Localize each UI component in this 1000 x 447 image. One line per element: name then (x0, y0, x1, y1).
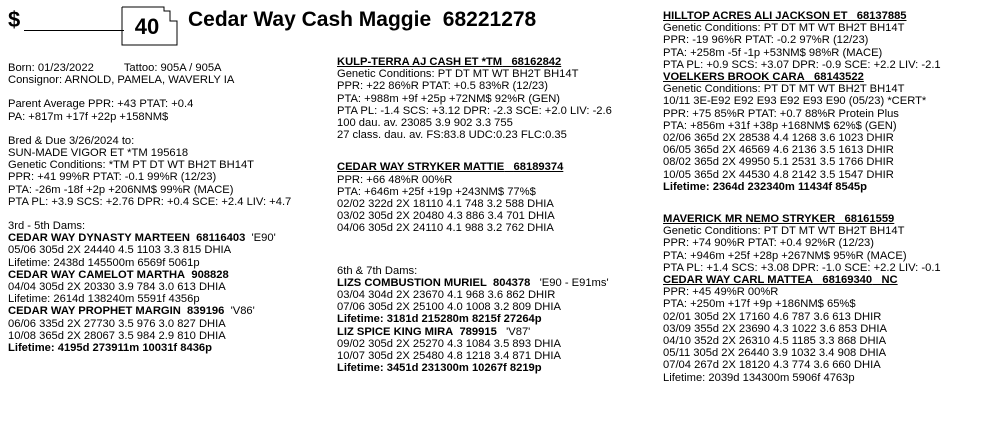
dam-sire-header (663, 10, 995, 22)
maternal-grandsire-pta: PTA: +946m +25f +28p +267NM$ 95%R (MACE) (663, 249, 907, 262)
dam-dam-header (663, 71, 995, 83)
pta-line: PTA: -26m -18f +2p +206NM$ 99%R (MACE) (8, 183, 234, 196)
lot-number: 40 (134, 14, 160, 39)
sire-pta-pl: PTA PL: -1.4 SCS: +3.12 DPR: -2.3 SCE: +2.0 LIV: -2.6 (337, 104, 612, 117)
dam-entry (337, 326, 655, 375)
dam-reg: 68189374 (513, 161, 564, 174)
dam-lifetime: Lifetime: 3451d 231300m 10267f 8219p (337, 362, 542, 375)
maternal-granddam-header (663, 274, 995, 286)
dam-reg: 789915 (459, 325, 497, 338)
sire-class-daughters: 27 class. dau. av. FS:83.8 UDC:0.23 FLC:0.35 (337, 129, 567, 142)
maternal-granddam-ppr: PPR: +45 49%R 00%R (663, 286, 779, 299)
dam-entry (8, 269, 326, 306)
maternal-granddam-record: 02/01 305d 2X 17160 4.6 787 3.6 613 DHIR (663, 310, 882, 323)
dam-reg: 804378 (493, 276, 531, 289)
genetic-conditions: Genetic Conditions: *TM PT DT WT BH2T BH14T (8, 159, 254, 172)
sire-ppr: PPR: +22 86%R PTAT: +0.5 83%R (12/23) (337, 80, 549, 93)
dam-record: 06/06 335d 2X 27730 3.5 976 3.0 827 DHIA (8, 317, 226, 330)
tattoo: Tattoo: 905A / 905A (123, 62, 222, 74)
dam-dam-pta: PTA: +856m +31f +38p +168NM$ 62%$ (GEN) (663, 119, 897, 132)
dam-pta: PTA: +646m +25f +19p +243NM$ 77%$ (337, 185, 536, 198)
pta-pl-line: PTA PL: +3.9 SCS: +2.76 DPR: +0.4 SCE: +2.4 LIV: +4.7 (8, 195, 292, 208)
dam-sire-genetic: Genetic Conditions: PT DT MT WT BH2T BH14T (663, 22, 905, 35)
maternal-grandsire-genetic: Genetic Conditions: PT DT MT WT BH2T BH14T (663, 225, 905, 238)
dam-score: 'V87' (506, 325, 531, 338)
sire-dam-column (337, 0, 655, 374)
maternal-grandsire-pta-pl: PTA PL: +1.4 SCS: +3.08 DPR: -1.0 SCE: +2.2 LIV: -0.1 (663, 261, 941, 274)
price-blank-line (24, 30, 124, 31)
dam-sire-ppr: PPR: -19 96%R PTAT: -0.2 97%R (12/23) (663, 34, 869, 47)
sire-reg: 68162842 (511, 56, 562, 68)
bred-due: Bred & Due 3/26/2024 to: (8, 134, 135, 147)
price-currency: $ (8, 7, 21, 32)
dam-record: 04/04 305d 2X 20330 3.9 784 3.0 613 DHIA (8, 281, 226, 294)
dam-dam-block (663, 71, 995, 193)
dam-lifetime: Lifetime: 3181d 215280m 8215f 27264p (337, 313, 542, 326)
sire-header (337, 56, 655, 68)
ppr-line: PPR: +41 99%R PTAT: -0.1 99%R (12/23) (8, 171, 217, 184)
dam-lifetime: Lifetime: 4195d 273911m 10031f 8436p (8, 342, 212, 355)
dam-dam-record: 06/05 365d 2X 46569 4.6 2136 3.5 1613 DHIR (663, 144, 894, 157)
dam-record: 04/06 305d 2X 24110 4.1 988 3.2 762 DHIA (337, 222, 554, 235)
dam-reg: 839196 (187, 305, 225, 318)
maternal-granddam-pta: PTA: +250m +17f +9p +186NM$ 65%$ (663, 298, 856, 311)
born-tattoo-line (8, 62, 326, 74)
dam-sire-reg: 68137885 (856, 10, 907, 22)
lot-header (8, 0, 537, 52)
dam-record: 03/02 305d 2X 20480 4.3 886 3.4 701 DHIA (337, 210, 555, 223)
sire-block (337, 56, 655, 141)
maternal-granddam-record: 04/10 352d 2X 26310 4.5 1185 3.3 868 DHIA (663, 335, 887, 348)
maternal-granddam-name: CEDAR WAY CARL MATTEA (663, 274, 814, 287)
dam-dam-classification: 10/11 3E-E92 E92 E93 E92 E93 E90 (05/23) *CERT* (663, 95, 927, 108)
maternal-granddam-suffix: NC (881, 274, 898, 287)
dam-sire-name: HILLTOP ACRES ALI JACKSON ET (663, 10, 848, 22)
dam-sire-block (663, 10, 995, 71)
consignor: Consignor: ARNOLD, PAMELA, WAVERLY IA (8, 74, 235, 87)
dam-ppr: PPR: +66 48%R 00%R (337, 173, 453, 186)
maternal-grandsire-name: MAVERICK MR NEMO STRYKER (663, 213, 836, 226)
dams-6-7-heading: 6th & 7th Dams: (337, 264, 418, 277)
dam-record: 05/06 305d 2X 24440 4.5 1103 3.3 815 DHIA (8, 244, 232, 257)
parent-average-ppr: Parent Average PPR: +43 PTAT: +0.4 (8, 98, 194, 111)
animal-name: Cedar Way Cash Maggie (188, 8, 432, 31)
maternal-grandsire-ppr: PPR: +74 90%R PTAT: +0.4 92%R (12/23) (663, 237, 875, 250)
sire-daughter-avg: 100 dau. av. 23085 3.9 902 3.3 755 (337, 117, 513, 130)
dam-header (337, 161, 655, 173)
maternal-grandsire-header (663, 213, 995, 225)
dams-3-5-heading: 3rd - 5th Dams: (8, 220, 86, 233)
dam-record: 10/08 365d 2X 28067 3.5 984 2.9 810 DHIA (8, 329, 226, 342)
dam-name: CEDAR WAY PROPHET MARGIN (8, 305, 181, 318)
dam-name: LIZS COMBUSTION MURIEL (337, 276, 487, 289)
maternal-granddam-lifetime: Lifetime: 2039d 134300m 5906f 4763p (663, 371, 855, 384)
dam-sire-pta: PTA: +258m -5f -1p +53NM$ 98%R (MACE) (663, 46, 883, 59)
dam-name: CEDAR WAY STRYKER MATTIE (337, 161, 505, 174)
dam-score: 'E90' (251, 232, 276, 245)
dam-name: CEDAR WAY CAMELOT MARTHA (8, 268, 186, 281)
maternal-granddam-record: 07/04 267d 2X 18120 4.3 774 3.6 660 DHIA (663, 359, 881, 372)
dam-reg: 68116403 (196, 232, 246, 245)
maternal-granddam-reg: 68169340 (822, 274, 873, 287)
dam-name: LIZ SPICE KING MIRA (337, 325, 454, 338)
born-date: Born: 01/23/2022 (8, 62, 94, 74)
dam-score: 'E90 - E91ms' (539, 276, 609, 289)
dam-lifetime: Lifetime: 2614d 138240m 5591f 4356p (8, 293, 200, 306)
dam-score: 'V86' (230, 305, 255, 318)
dam-dam-lifetime: Lifetime: 2364d 232340m 11434f 8545p (663, 180, 867, 193)
service-sire: SUN-MADE VIGOR ET *TM 195618 (8, 147, 189, 160)
dam-record: 09/02 305d 2X 25270 4.3 1084 3.5 893 DHIA (337, 337, 561, 350)
parent-average-pa: PA: +817m +17f +22p +158NM$ (8, 110, 169, 123)
dam-block (337, 161, 655, 234)
dam-lifetime: Lifetime: 2438d 145500m 6569f 5061p (8, 256, 200, 269)
dam-entry (8, 305, 326, 354)
lot-number-box (121, 6, 179, 42)
dam-record: 07/06 305d 2X 25100 4.0 1008 3.2 809 DHIA (337, 301, 561, 314)
dam-dam-ppr: PPR: +75 85%R PTAT: +0.7 88%R Protein Plus (663, 107, 899, 120)
sire-name: KULP-TERRA AJ CASH ET *TM (337, 56, 503, 68)
dam-record: 02/02 322d 2X 18110 4.1 748 3.2 588 DHIA (337, 198, 554, 211)
dam-dam-name: VOELKERS BROOK CARA (663, 71, 805, 84)
animal-registration: 68221278 (442, 8, 537, 31)
maternal-column (663, 0, 995, 384)
dam-sire-pta-pl: PTA PL: +0.9 SCS: +3.07 DPR: -0.9 SCE: +2.2 LIV: -2.1 (663, 58, 941, 71)
maternal-grandsire-reg: 68161559 (844, 213, 895, 226)
dam-entry (337, 277, 655, 326)
dam-name: CEDAR WAY DYNASTY MARTEEN (8, 232, 190, 245)
dam-dam-record: 02/06 365d 2X 28538 4.4 1268 3.6 1023 DHIR (663, 132, 894, 145)
dam-dam-genetic: Genetic Conditions: PT DT MT WT BH2T BH14T (663, 83, 905, 96)
dam-record: 03/04 304d 2X 23670 4.1 968 3.6 862 DHIR (337, 289, 556, 302)
dam-dam-reg: 68143522 (814, 71, 864, 84)
maternal-granddam-record: 05/11 305d 2X 26440 3.9 1032 3.4 908 DHIA (663, 347, 887, 360)
maternal-grandsire-block (663, 213, 995, 274)
sire-pta: PTA: +988m +9f +25p +72NM$ 92%R (GEN) (337, 92, 561, 105)
dam-dam-record: 08/02 365d 2X 49950 5.1 2531 3.5 1766 DHIR (663, 156, 894, 169)
dam-reg: 908828 (191, 268, 229, 281)
dam-record: 10/07 305d 2X 25480 4.8 1218 3.4 871 DHIA (337, 350, 561, 363)
sire-genetic: Genetic Conditions: PT DT MT WT BH2T BH14T (337, 68, 579, 81)
maternal-granddam-block (663, 274, 995, 384)
dam-dam-record: 10/05 365d 2X 44530 4.8 2142 3.5 1547 DHIR (663, 168, 894, 181)
dam-entry (8, 232, 326, 269)
maternal-granddam-record: 03/09 355d 2X 23690 4.3 1022 3.6 853 DHIA (663, 322, 887, 335)
